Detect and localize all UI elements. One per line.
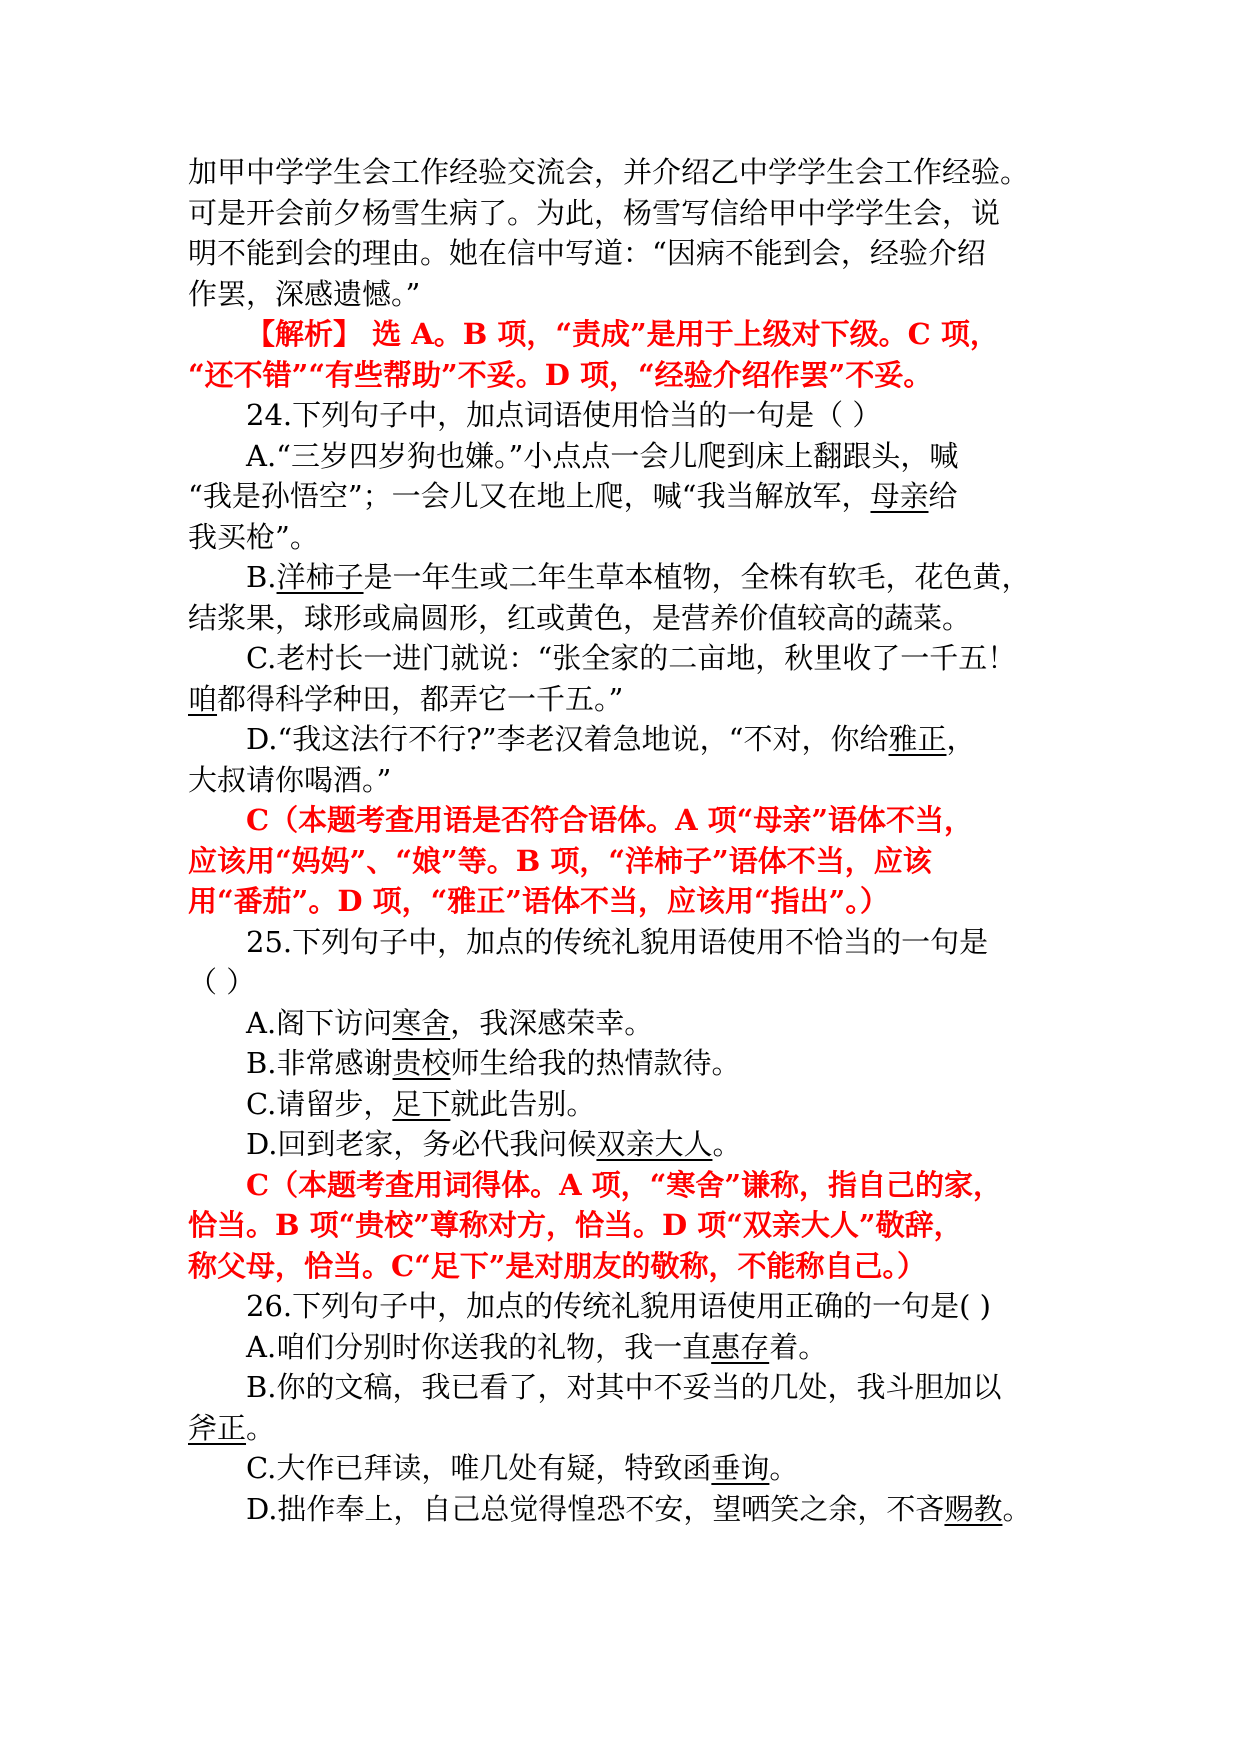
q24-option-b-line-1: [188, 557, 1058, 598]
q24-option-b-line-2: 结浆果，球形或扁圆形，红或黄色，是营养价值较高的蔬菜。: [188, 600, 972, 635]
q26-d-text: D.拙作奉上，自己总觉得惶恐不安，望哂笑之余，不吝: [246, 1491, 945, 1526]
q26-c-text: C.大作已拜读，唯几处有疑，特致函: [246, 1451, 712, 1485]
q25-answer-line-2: 恰当。B 项“贵校”尊称对方，恰当。D 项“双亲大人”敬辞，: [188, 1208, 963, 1242]
q24-a-text-end: 给: [928, 479, 958, 513]
q25-b-text: B.非常感谢: [246, 1046, 393, 1080]
q25-c-underlined-word: 足下: [392, 1086, 451, 1121]
document-page: [188, 152, 1058, 1529]
q23-answer-text-1: 选 A。B 项，“责成”是用于上级对下级。C 项，: [362, 317, 999, 351]
q24-option-a-line-3: 我买枪”。: [188, 519, 319, 554]
q24-c-underlined-word: 咱: [188, 681, 218, 716]
q26-stem: 26.下列句子中，加点的传统礼貌用语使用正确的一句是( ): [246, 1289, 991, 1323]
q24-answer-line-3: 用“番茄”。D 项，“雅正”语体不当，应该用“指出”。）: [188, 884, 889, 918]
intro-line-1: 加甲中学学生会工作经验交流会，并介绍乙中学学生会工作经验。: [188, 155, 1030, 189]
q26-d-text-end: 。: [1002, 1491, 1032, 1526]
q24-a-underlined-word: 母亲: [870, 479, 929, 513]
q24-option-d-line-1: [188, 719, 1058, 760]
q24-option-a-line-2: [188, 476, 1058, 517]
q24-option-d-line-2: 大叔请你喝酒。”: [188, 762, 392, 797]
q24-option-a-line-1: A.“三岁四岁狗也嫌。”小点点一会儿爬到床上翻跟头，喊: [246, 438, 959, 473]
q24-b-text: 是一年生或二年生草本植物，全株有软毛，花色黄，: [363, 560, 1031, 594]
q25-c-text: C.请留步，: [246, 1086, 393, 1121]
q23-answer-line-2: “还不错”“有些帮助”不妥。D 项，“经验介绍作罢”不妥。: [188, 357, 933, 392]
q26-option-c: [188, 1448, 1058, 1489]
q25-b-underlined-word: 贵校: [392, 1046, 451, 1080]
q25-c-text-end: 就此告别。: [450, 1086, 596, 1121]
q25-stem-line-1: 25.下列句子中，加点的传统礼貌用语使用不恰当的一句是: [246, 924, 989, 959]
intro-line-2: 可是开会前夕杨雪生病了。为此，杨雪写信给甲中学学生会，说: [188, 195, 1001, 230]
q24-b-underlined-word: 洋柿子: [276, 560, 364, 594]
q25-a-text-end: ，我深感荣幸。: [450, 1005, 654, 1040]
q24-answer-line-1: C（本题考查用语是否符合语体。A 项“母亲”语体不当，: [246, 803, 974, 837]
q24-d-underlined-word: 雅正: [888, 722, 947, 756]
q26-option-b-line-2: [188, 1408, 1058, 1449]
answer-tag: 【解析】: [246, 317, 363, 351]
q24-option-c-line-1: C.老村长一进门就说：“张全家的二亩地，秋里收了一千五！: [246, 641, 1017, 675]
intro-line-4: 作罢，深感遗憾。”: [188, 276, 421, 311]
q24-a-text: “我是孙悟空”；一会儿又在地上爬，喊“我当解放军，: [188, 479, 871, 513]
q25-d-text: D.回到老家，务必代我问候: [246, 1127, 597, 1161]
q25-option-b: [188, 1043, 1058, 1084]
q26-c-underlined-word: 垂询: [711, 1451, 770, 1485]
q26-b-underlined-word: 斧正: [188, 1410, 247, 1445]
q26-a-underlined-word: 惠存: [711, 1329, 770, 1364]
q24-b-label: B.: [246, 560, 277, 594]
q24-d-text-end: ，: [946, 722, 976, 756]
q25-answer-line-3: 称父母，恰当。C“足下”是对朋友的敬称，不能称自己。）: [188, 1248, 926, 1283]
q25-option-c: [188, 1084, 1058, 1125]
q25-option-d: [188, 1124, 1058, 1165]
q26-d-underlined-word: 赐教: [944, 1491, 1003, 1526]
q26-b-text-end: 。: [246, 1410, 276, 1445]
q24-c-text: 都得科学种田，都弄它一千五。”: [217, 681, 624, 716]
q24-stem: 24.下列句子中，加点词语使用恰当的一句是（ ）: [246, 398, 882, 432]
q25-option-a: [188, 1003, 1058, 1044]
q26-option-d: [188, 1489, 1058, 1530]
q24-option-c-line-2: [188, 679, 1058, 720]
q25-b-text-end: 师生给我的热情款待。: [450, 1046, 741, 1080]
q26-c-text-end: 。: [769, 1451, 799, 1485]
q26-option-b-line-1: B.你的文稿，我已看了，对其中不妥当的几处，我斗胆加以: [246, 1370, 1002, 1404]
q24-answer-line-2: 应该用“妈妈”、“娘”等。B 项，“洋柿子”语体不当，应该: [188, 843, 932, 878]
q26-a-text: A.咱们分别时你送我的礼物，我一直: [246, 1329, 712, 1364]
q25-d-underlined-word: 双亲大人: [596, 1127, 713, 1161]
q25-answer-line-1: C（本题考查用词得体。A 项，“寒舍”谦称，指自己的家，: [246, 1167, 1003, 1202]
q26-a-text-end: 着。: [769, 1329, 828, 1364]
intro-line-3: 明不能到会的理由。她在信中写道：“因病不能到会，经验介绍: [188, 236, 986, 270]
q23-answer-line-1: [188, 314, 1058, 355]
q25-d-text-end: 。: [712, 1127, 742, 1161]
q26-option-a: [188, 1327, 1058, 1368]
q25-a-text: A.阁下访问: [246, 1005, 393, 1040]
q24-d-text: D.“我这法行不行?”李老汉着急地说，“不对，你给: [246, 722, 889, 756]
q25-stem-line-2: （ ）: [188, 965, 256, 999]
q25-a-underlined-word: 寒舍: [392, 1005, 451, 1040]
